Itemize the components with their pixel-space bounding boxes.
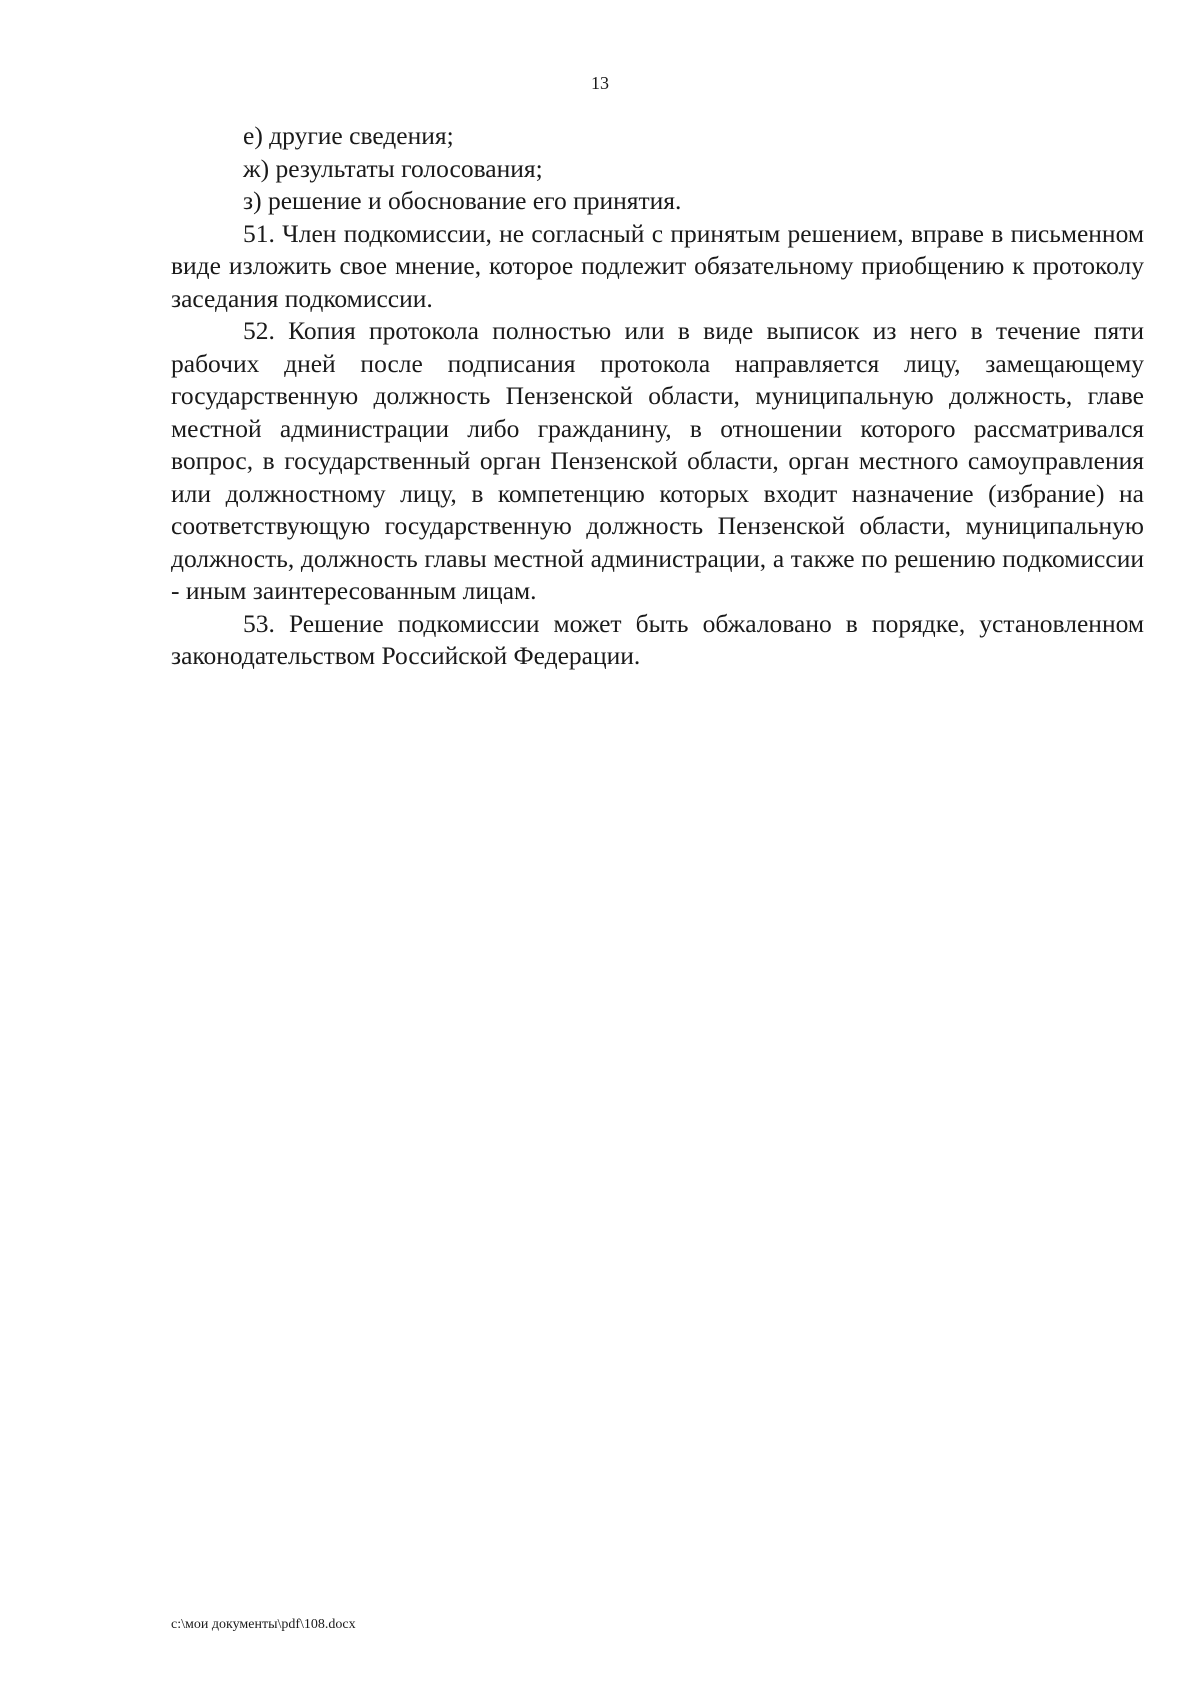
paragraph-52: 52. Копия протокола полностью или в виде выписок из него в течение пяти рабочих дней после подписания протокола направляется лицу, замещающему государственную должность Пензенской области, муниципальную должность, главе местной администрации либо гражданину, в отношении которого рассматривался вопрос, в государственный орган Пензенской области, орган местного самоуправления или должностному лицу, в компетенцию которых входит назначение (избрание) на соответствующую государственную должность Пензенской области, муниципальную должность, должность главы местной администрации, а также по решению подкомиссии - иным заинтересованным лицам. (171, 316, 1144, 605)
document-body (171, 120, 1144, 673)
page-number: 13 (591, 73, 609, 93)
paragraph-53: 53. Решение подкомиссии может быть обжаловано в порядке, установленном законодательством Российской Федерации. (171, 608, 1144, 670)
footer-file-path: c:\мои документы\pdf\108.docx (171, 1617, 356, 1632)
paragraph-item-zh: ж) результаты голосования; (243, 153, 543, 183)
paragraph-51: 51. Член подкомиссии, не согласный с принятым решением, вправе в письменном виде изложить свое мнение, которое подлежит обязательному приобщению к протоколу заседания подкомиссии. (171, 218, 1144, 313)
paragraph-item-z: з) решение и обоснование его принятия. (243, 186, 682, 215)
paragraph-item-e: е) другие сведения; (243, 121, 454, 150)
